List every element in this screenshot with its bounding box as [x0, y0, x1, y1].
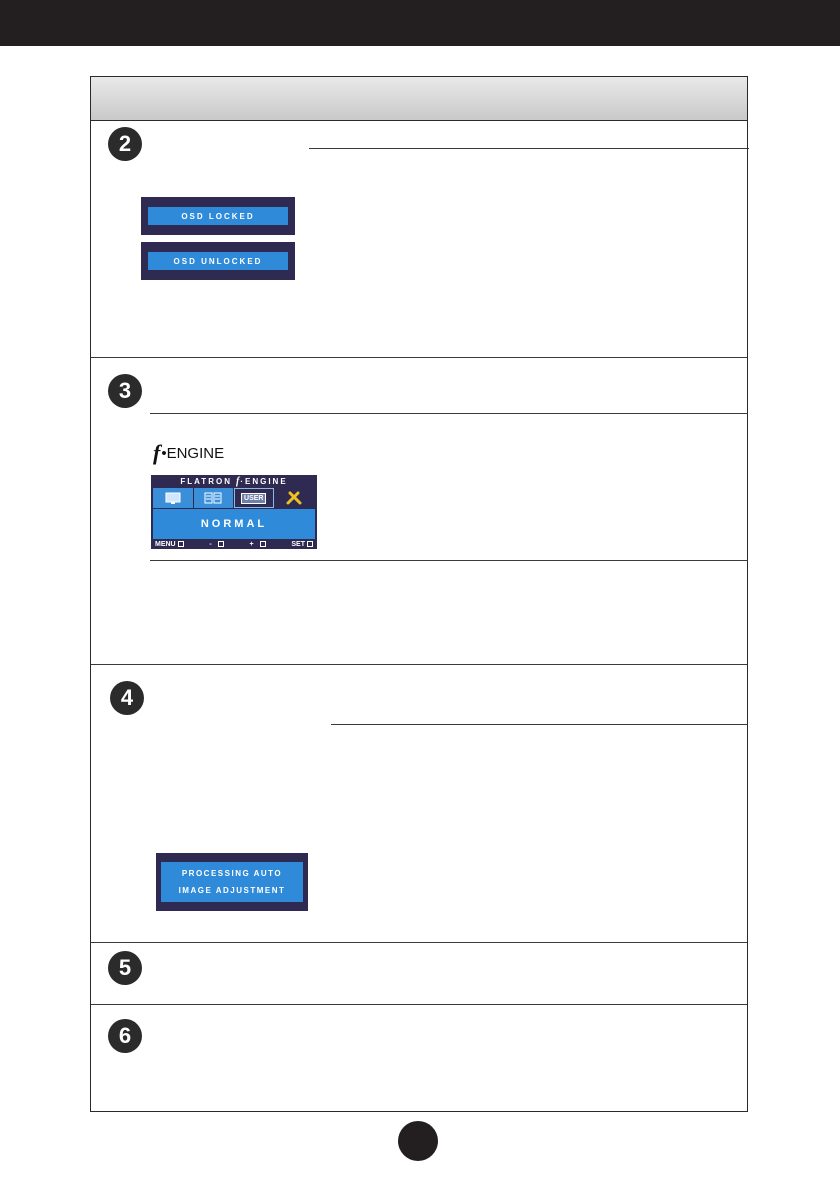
- monitor-icon[interactable]: [153, 488, 193, 508]
- osd-unlocked-box: [141, 242, 295, 280]
- fengine-osd-title: [151, 475, 317, 487]
- set-key-icon: [307, 541, 313, 547]
- menu-key-icon: [178, 541, 184, 547]
- minus-key-icon: [218, 541, 224, 547]
- footer-set-label: SET: [291, 540, 305, 548]
- fengine-footer: [155, 539, 313, 549]
- step-number-5: 5: [108, 951, 142, 985]
- section-divider: [91, 942, 747, 943]
- section-rule: [331, 724, 748, 725]
- top-header-bar: [0, 0, 840, 46]
- fengine-logo-text: •ENGINE: [161, 444, 225, 462]
- auto-adjust-line2: IMAGE ADJUSTMENT: [178, 886, 286, 895]
- panel-header: [91, 77, 747, 121]
- footer-set: [291, 541, 313, 548]
- user-label: USER: [241, 493, 266, 504]
- fengine-title-f: f: [235, 475, 240, 487]
- fengine-mode-value: NORMAL: [153, 509, 315, 539]
- fengine-osd-menu: [151, 475, 317, 549]
- fengine-logo-f: f: [153, 440, 161, 465]
- section-divider: [91, 1004, 747, 1005]
- section-divider: [91, 357, 747, 358]
- section-divider: [91, 664, 747, 665]
- text-layout-icon[interactable]: [194, 488, 234, 508]
- step-number-3: 3: [108, 374, 142, 408]
- section-rule: [150, 413, 748, 414]
- footer-minus-label: -: [209, 540, 212, 548]
- fengine-title-right: ·ENGINE: [240, 476, 288, 486]
- fengine-title-left: FLATRON: [180, 476, 232, 486]
- tool-icon[interactable]: [275, 488, 315, 508]
- fengine-mode-icons: [153, 488, 315, 508]
- footer-plus-label: +: [249, 540, 254, 548]
- osd-locked-label: OSD LOCKED: [148, 207, 288, 225]
- section-rule: [309, 148, 749, 149]
- user-icon[interactable]: [234, 488, 274, 508]
- footer-menu: [155, 541, 184, 548]
- auto-adjust-message: [161, 862, 303, 902]
- step-number-2: 2: [108, 127, 142, 161]
- footer-menu-label: MENU: [155, 540, 176, 548]
- step-number-4: 4: [110, 681, 144, 715]
- fengine-logo: [153, 440, 224, 466]
- osd-unlocked-label: OSD UNLOCKED: [148, 252, 288, 270]
- auto-adjust-line1: PROCESSING AUTO: [181, 869, 283, 878]
- footer-plus: [250, 541, 266, 548]
- auto-adjust-box: [156, 853, 308, 911]
- plus-key-icon: [260, 541, 266, 547]
- osd-locked-box: [141, 197, 295, 235]
- footer-minus: [209, 541, 223, 548]
- page-number-badge: [398, 1121, 438, 1161]
- step-number-6: 6: [108, 1019, 142, 1053]
- section-rule: [150, 560, 748, 561]
